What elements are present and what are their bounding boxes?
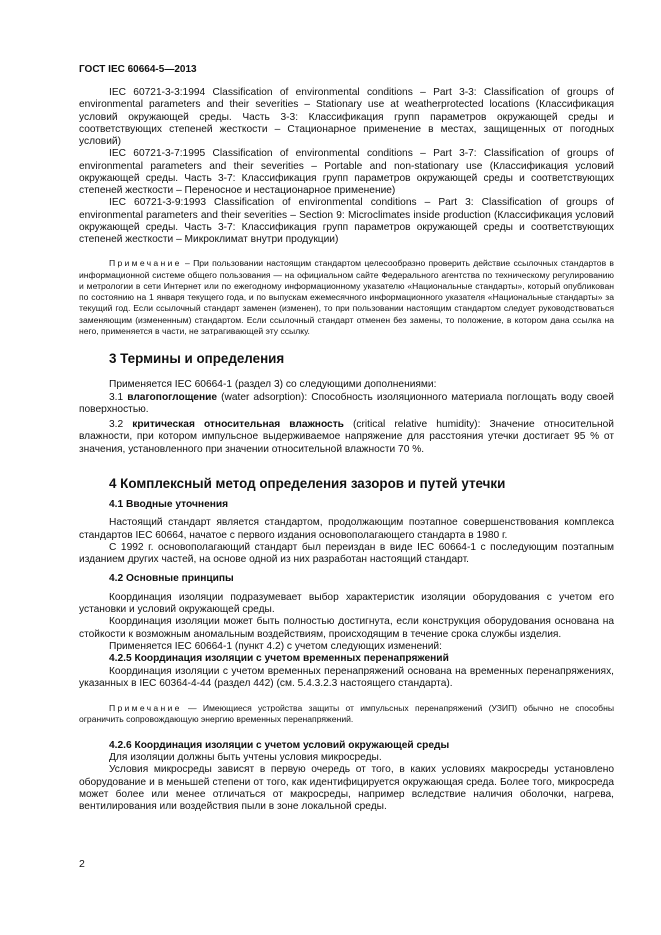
page-header: ГОСТ IEC 60664-5—2013 xyxy=(79,64,197,75)
reference-iec-60721-3-9: IEC 60721-3-9:1993 Classification of environmental conditions – Part 3: Classification of groups of environmental parameters and their severities – Section 9: Microclimates inside production (Классификация условий окружающей среды. Часть 3-7: Классификация групп параметров окружающей среды и соответствующих степеней жесткости – Микроклимат внутри продукции) xyxy=(79,197,614,245)
subsection-4-2-6-para-2: Условия микросреды зависят в первую очередь от того, в каких условиях макросреды установлено оборудование и в меньшей степени от того, как идентифицируется окружающая среда. Более того, микросреда может более или менее отличаться от макросреды, например вследствие наличия оболочки, нагрева, вентилирования или воздействия пыли в зоне локальной среды. xyxy=(79,764,614,813)
subsection-4-2-6-heading: 4.2.6 Координация изоляции с учетом условий окружающей среды xyxy=(109,739,450,751)
subsection-4-2-6-para-1: Для изоляции должны быть учтены условия микросреды. xyxy=(109,752,382,764)
page-content xyxy=(79,87,614,813)
section-3-heading: 3 Термины и определения xyxy=(109,351,285,367)
note-text: — Имеющиеся устройства защиты от импульсных перенапряжений (УЗИП) обычно не способны ограничить сопровождающую энергию временных перенапряжений. xyxy=(79,703,614,725)
reference-iec-60721-3-7: IEC 60721-3-7:1995 Classification of environmental conditions – Part 3-7: Classification of groups of environmental parameters and their severities – Portable and non-stationary use (Классификация условий окружающей среды. Часть 3-7: Классификация групп параметров окружающей среды и соответствующих степеней жесткости – Переносное и нестационарное применение) xyxy=(79,148,614,196)
subsection-4-2-para-3: Применяется IEC 60664-1 (пункт 4.2) с учетом следующих изменений: xyxy=(109,640,442,652)
term-water-adsorption: влагопоглощение xyxy=(127,391,218,403)
subsection-4-2-para-2: Координация изоляции может быть полностью достигнута, если конструкция оборудования основана на стойкости к возможным аномальным воздействиям, происходящим в течение срока службы изделия. xyxy=(79,616,614,640)
section-4-heading: 4 Комплексный метод определения зазоров и путей утечки xyxy=(109,475,506,491)
subsection-4-2-5-heading: 4.2.5 Координация изоляции с учетом временных перенапряжений xyxy=(109,653,449,665)
subsection-4-2-heading: 4.2 Основные принципы xyxy=(109,573,234,585)
definition-3-1: 3.1 влагопоглощение (water adsorption): Способность изоляционного материала поглощать воду своей поверхностью. xyxy=(79,391,614,415)
section-3-intro: Применяется IEC 60664-1 (раздел 3) со следующими дополнениями: xyxy=(109,379,437,391)
page-number: 2 xyxy=(79,858,85,870)
note-text: – При пользовании настоящим стандартом целесообразно проверить действие ссылочных стандартов в информационной системе общего пользования — на официальном сайте Федерального агентства по техническому регулированию и метрологии в сети Интернет или по ежегодному информационному указателю «Национальные стандарты», который опубликован по состоянию на 1 января текущего года, и по выпускам ежемесячного информационного указателя «Национальные стандарты» за текущий год. Если ссылочный стандарт заменен (изменен), то при пользовании настоящим стандартом следует руководствоваться заменяющим (измененным) стандартом. Если ссылочный стандарт отменен без замены, то положение, в котором дана ссылка на него, применяется в части, не затрагивающей эту ссылку. xyxy=(79,258,614,337)
definition-3-2: 3.2 критическая относительная влажность (critical relative humidity): Значение относительной влажности, при котором импульсное выдерживаемое напряжение для расстояния утечки достигает 95 % от значения, установленного при значении относительной влажности 70 %. xyxy=(79,419,614,455)
note-label: Примечание xyxy=(109,258,182,269)
subsection-4-1-heading: 4.1 Вводные уточнения xyxy=(109,498,229,510)
note-label: Примечание xyxy=(109,703,182,714)
subsection-4-2-para-1: Координация изоляции подразумевает выбор характеристик изоляции оборудования с учетом его установки и условий окружающей среды. xyxy=(79,591,614,616)
note-references xyxy=(79,258,614,337)
subsection-4-1-para-2: С 1992 г. основополагающий стандарт был переиздан в виде IEC 60664-1 с последующим поэтапным изданием других частей, на основе одной из них разработан настоящий стандарт. xyxy=(79,541,614,566)
subsection-4-1-para-1: Настоящий стандарт является стандартом, продолжающим поэтапное совершенствования комплекса стандартов IEC 60664, начатое с первого издания основополагающего стандарта в 1980 г. xyxy=(79,517,614,541)
term-critical-humidity: критическая относительная влажность xyxy=(132,419,344,431)
note-temporary-overvoltage xyxy=(79,703,614,726)
reference-iec-60721-3-3: IEC 60721-3-3:1994 Classification of environmental conditions – Part 3-3: Classification of groups of environmental parameters and their severities – Stationary use at weatherprotected locations (Классификация условий окружающей среды. Часть 3-3: Классификация групп параметров окружающей среды и соответствующих степеней жесткости – Стационарное применение в местах, защищенных от погодных условий) xyxy=(79,87,614,147)
subsection-4-2-5-para: Координация изоляции с учетом временных перенапряжений основана на временных перенапряжениях, указанных в IEC 60364-4-44 (раздел 442) (см. 5.4.3.2.3 настоящего стандарта). xyxy=(79,665,614,689)
